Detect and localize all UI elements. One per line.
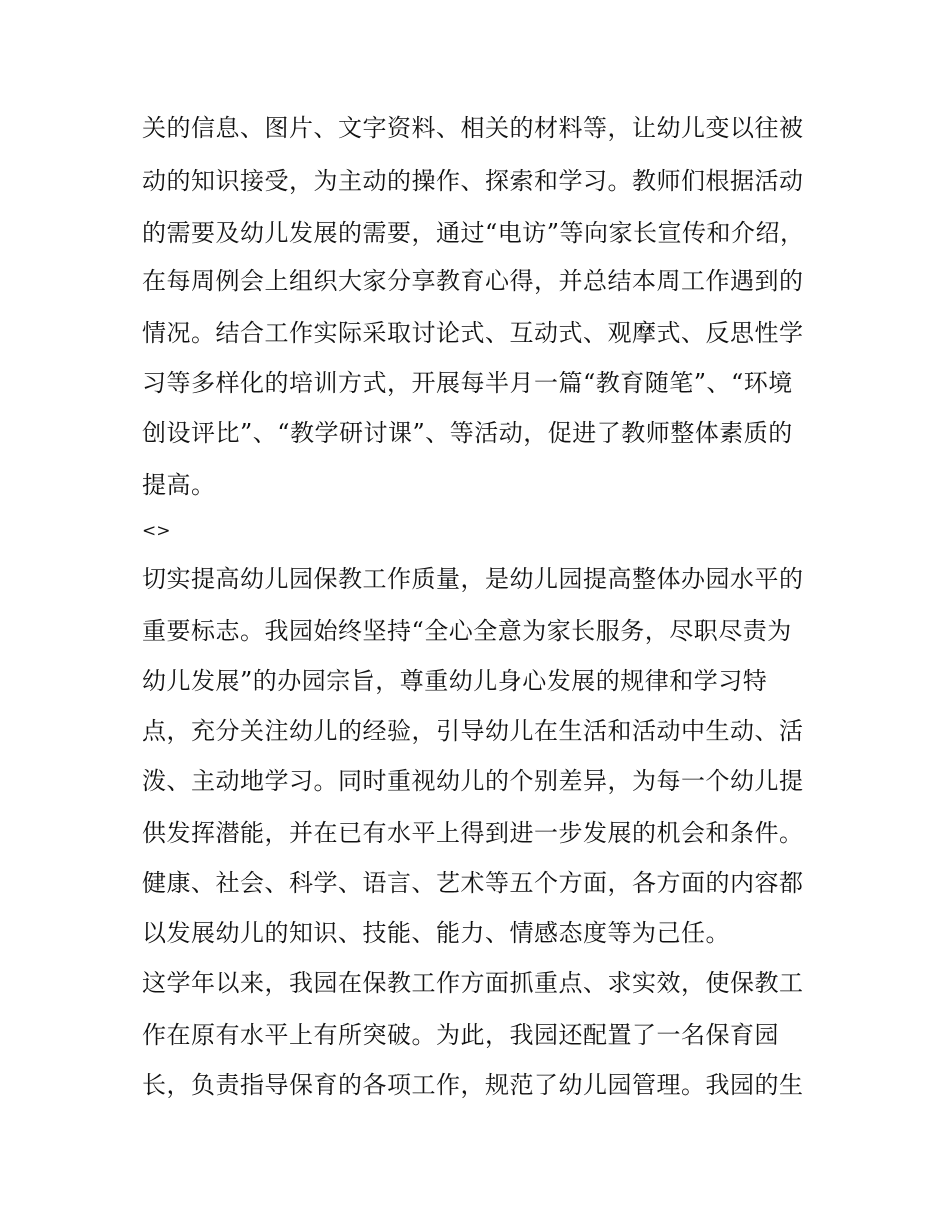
text-line: 健康、社会、科学、语言、艺术等五个方面，各方面的内容都 xyxy=(142,869,804,897)
text-line: 关的信息、图片、文字资料、相关的材料等，让幼儿变以往被 xyxy=(142,114,804,142)
text-line: 的需要及幼儿发展的需要，通过“电访”等向家长宣传和介绍， xyxy=(142,219,805,247)
text-line: 情况。结合工作实际采取讨论式、互动式、观摩式、反思性学 xyxy=(142,319,804,347)
text-line: 创设评比”、“教学研讨课”、等活动，促进了教师整体素质的 xyxy=(142,419,793,447)
text-line: 泼、主动地学习。同时重视幼儿的个别差异，为每一个幼儿提 xyxy=(142,767,804,795)
text-line: 在每周例会上组织大家分享教育心得，并总结本周工作遇到的 xyxy=(142,267,804,295)
text-line: 这学年以来，我园在保教工作方面抓重点、求实效，使保教工 xyxy=(142,969,804,997)
text-line: 供发挥潜能，并在已有水平上得到进一步发展的机会和条件。 xyxy=(142,819,804,847)
text-line: 习等多样化的培训方式，开展每半月一篇“教育随笔”、“环境 xyxy=(142,369,793,397)
section-marker: <> xyxy=(142,521,171,541)
text-line: 提高。 xyxy=(142,471,216,499)
text-line: 以发展幼儿的知识、技能、能力、情感态度等为己任。 xyxy=(142,919,730,947)
text-line: 作在原有水平上有所突破。为此，我园还配置了一名保育园 xyxy=(142,1021,779,1049)
text-line: 动的知识接受，为主动的操作、探索和学习。教师们根据活动 xyxy=(142,167,804,195)
text-line: 点，充分关注幼儿的经验，引导幼儿在生活和活动中生动、活 xyxy=(142,717,804,745)
text-line: 长，负责指导保育的各项工作，规范了幼儿园管理。我园的生 xyxy=(142,1071,804,1099)
text-line: 幼儿发展”的办园宗旨，尊重幼儿身心发展的规律和学习特 xyxy=(142,667,768,695)
text-line: 切实提高幼儿园保教工作质量，是幼儿园提高整体办园水平的 xyxy=(142,565,804,593)
text-line: 重要标志。我园始终坚持“全心全意为家长服务，尽职尽责为 xyxy=(142,617,792,645)
